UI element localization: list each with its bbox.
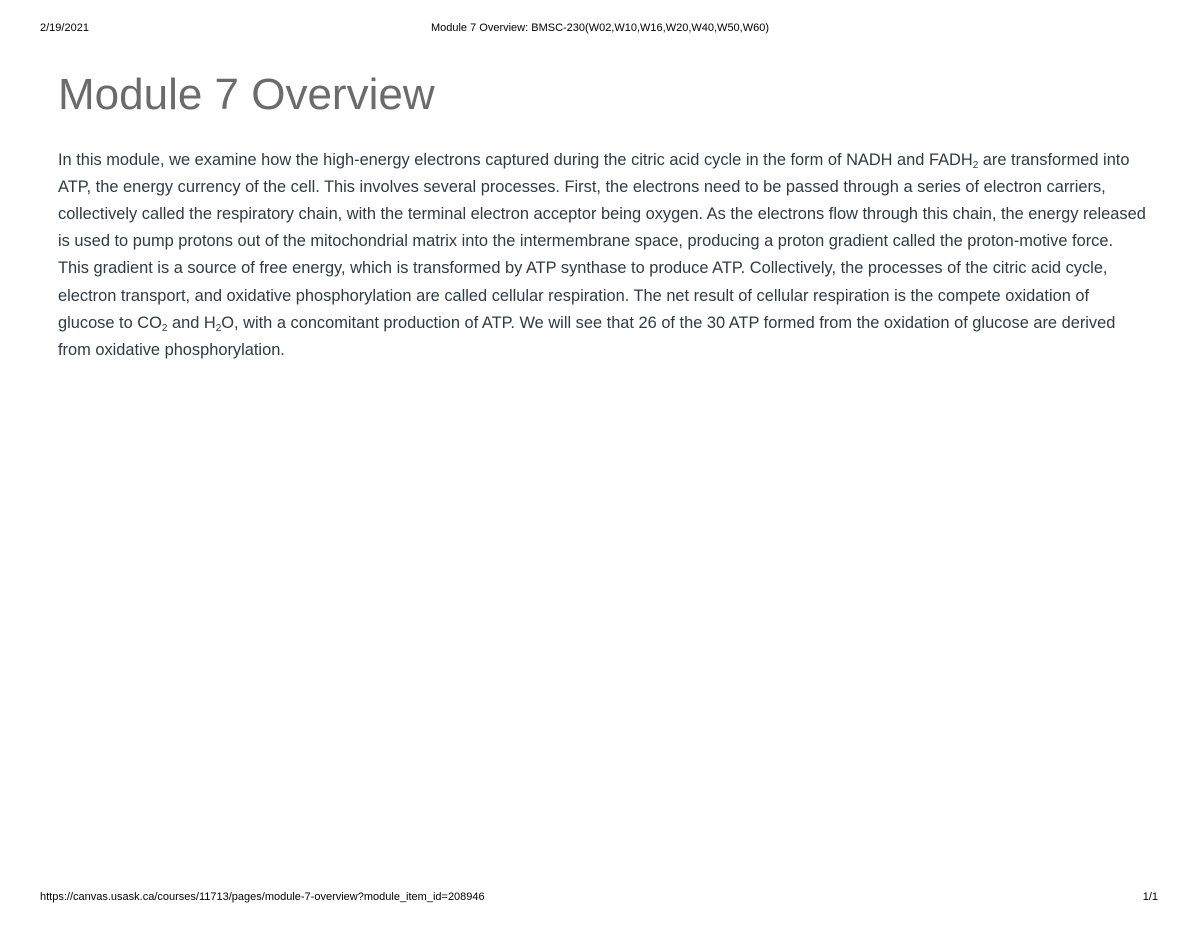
document-title: Module 7 Overview: BMSC-230(W02,W10,W16,W20,W40,W50,W60) — [430, 22, 770, 34]
print-footer — [40, 891, 1160, 907]
print-date: 2/19/2021 — [40, 22, 89, 34]
overview-paragraph — [58, 147, 1148, 365]
paragraph-text-1: In this module, we examine how the high-energy electrons captured during the citric acid cycle in the form of NADH and FADH — [58, 150, 973, 169]
paragraph-text-2: are transformed into ATP, the energy currency of the cell. This involves several processes. First, the electrons need to be passed through a series of electron carriers, collectively called the respiratory chain, with the terminal electron acceptor being oxygen. As the electrons flow through this chain, the energy released is used to pump protons out of the mitochondrial matrix into the intermembrane space, producing a proton gradient called the proton-motive force. This gradient is a source of free energy, which is transformed by ATP synthase to produce ATP. Collectively, the processes of the citric acid cycle, electron transport, and oxidative phosphorylation are called cellular respiration. The net result of cellular respiration is the compete oxidation of glucose to CO — [58, 150, 1146, 332]
page-number: 1/1 — [1142, 891, 1158, 903]
co2-subscript: 2 — [161, 322, 168, 334]
paragraph-text-3: and H — [167, 313, 216, 332]
h2o-subscript: 2 — [215, 322, 222, 334]
paragraph-text-4: O, with a concomitant production of ATP. We will see that 26 of the 30 ATP formed from the oxidation of glucose are derived from oxidative phosphorylation. — [58, 313, 1116, 360]
page-content — [58, 70, 1148, 364]
page-title: Module 7 Overview — [58, 70, 435, 119]
fadh2-subscript: 2 — [972, 159, 979, 171]
print-header — [40, 22, 1160, 38]
page-url-link[interactable]: https://canvas.usask.ca/courses/11713/pages/module-7-overview?module_item_id=208946 — [40, 891, 485, 903]
